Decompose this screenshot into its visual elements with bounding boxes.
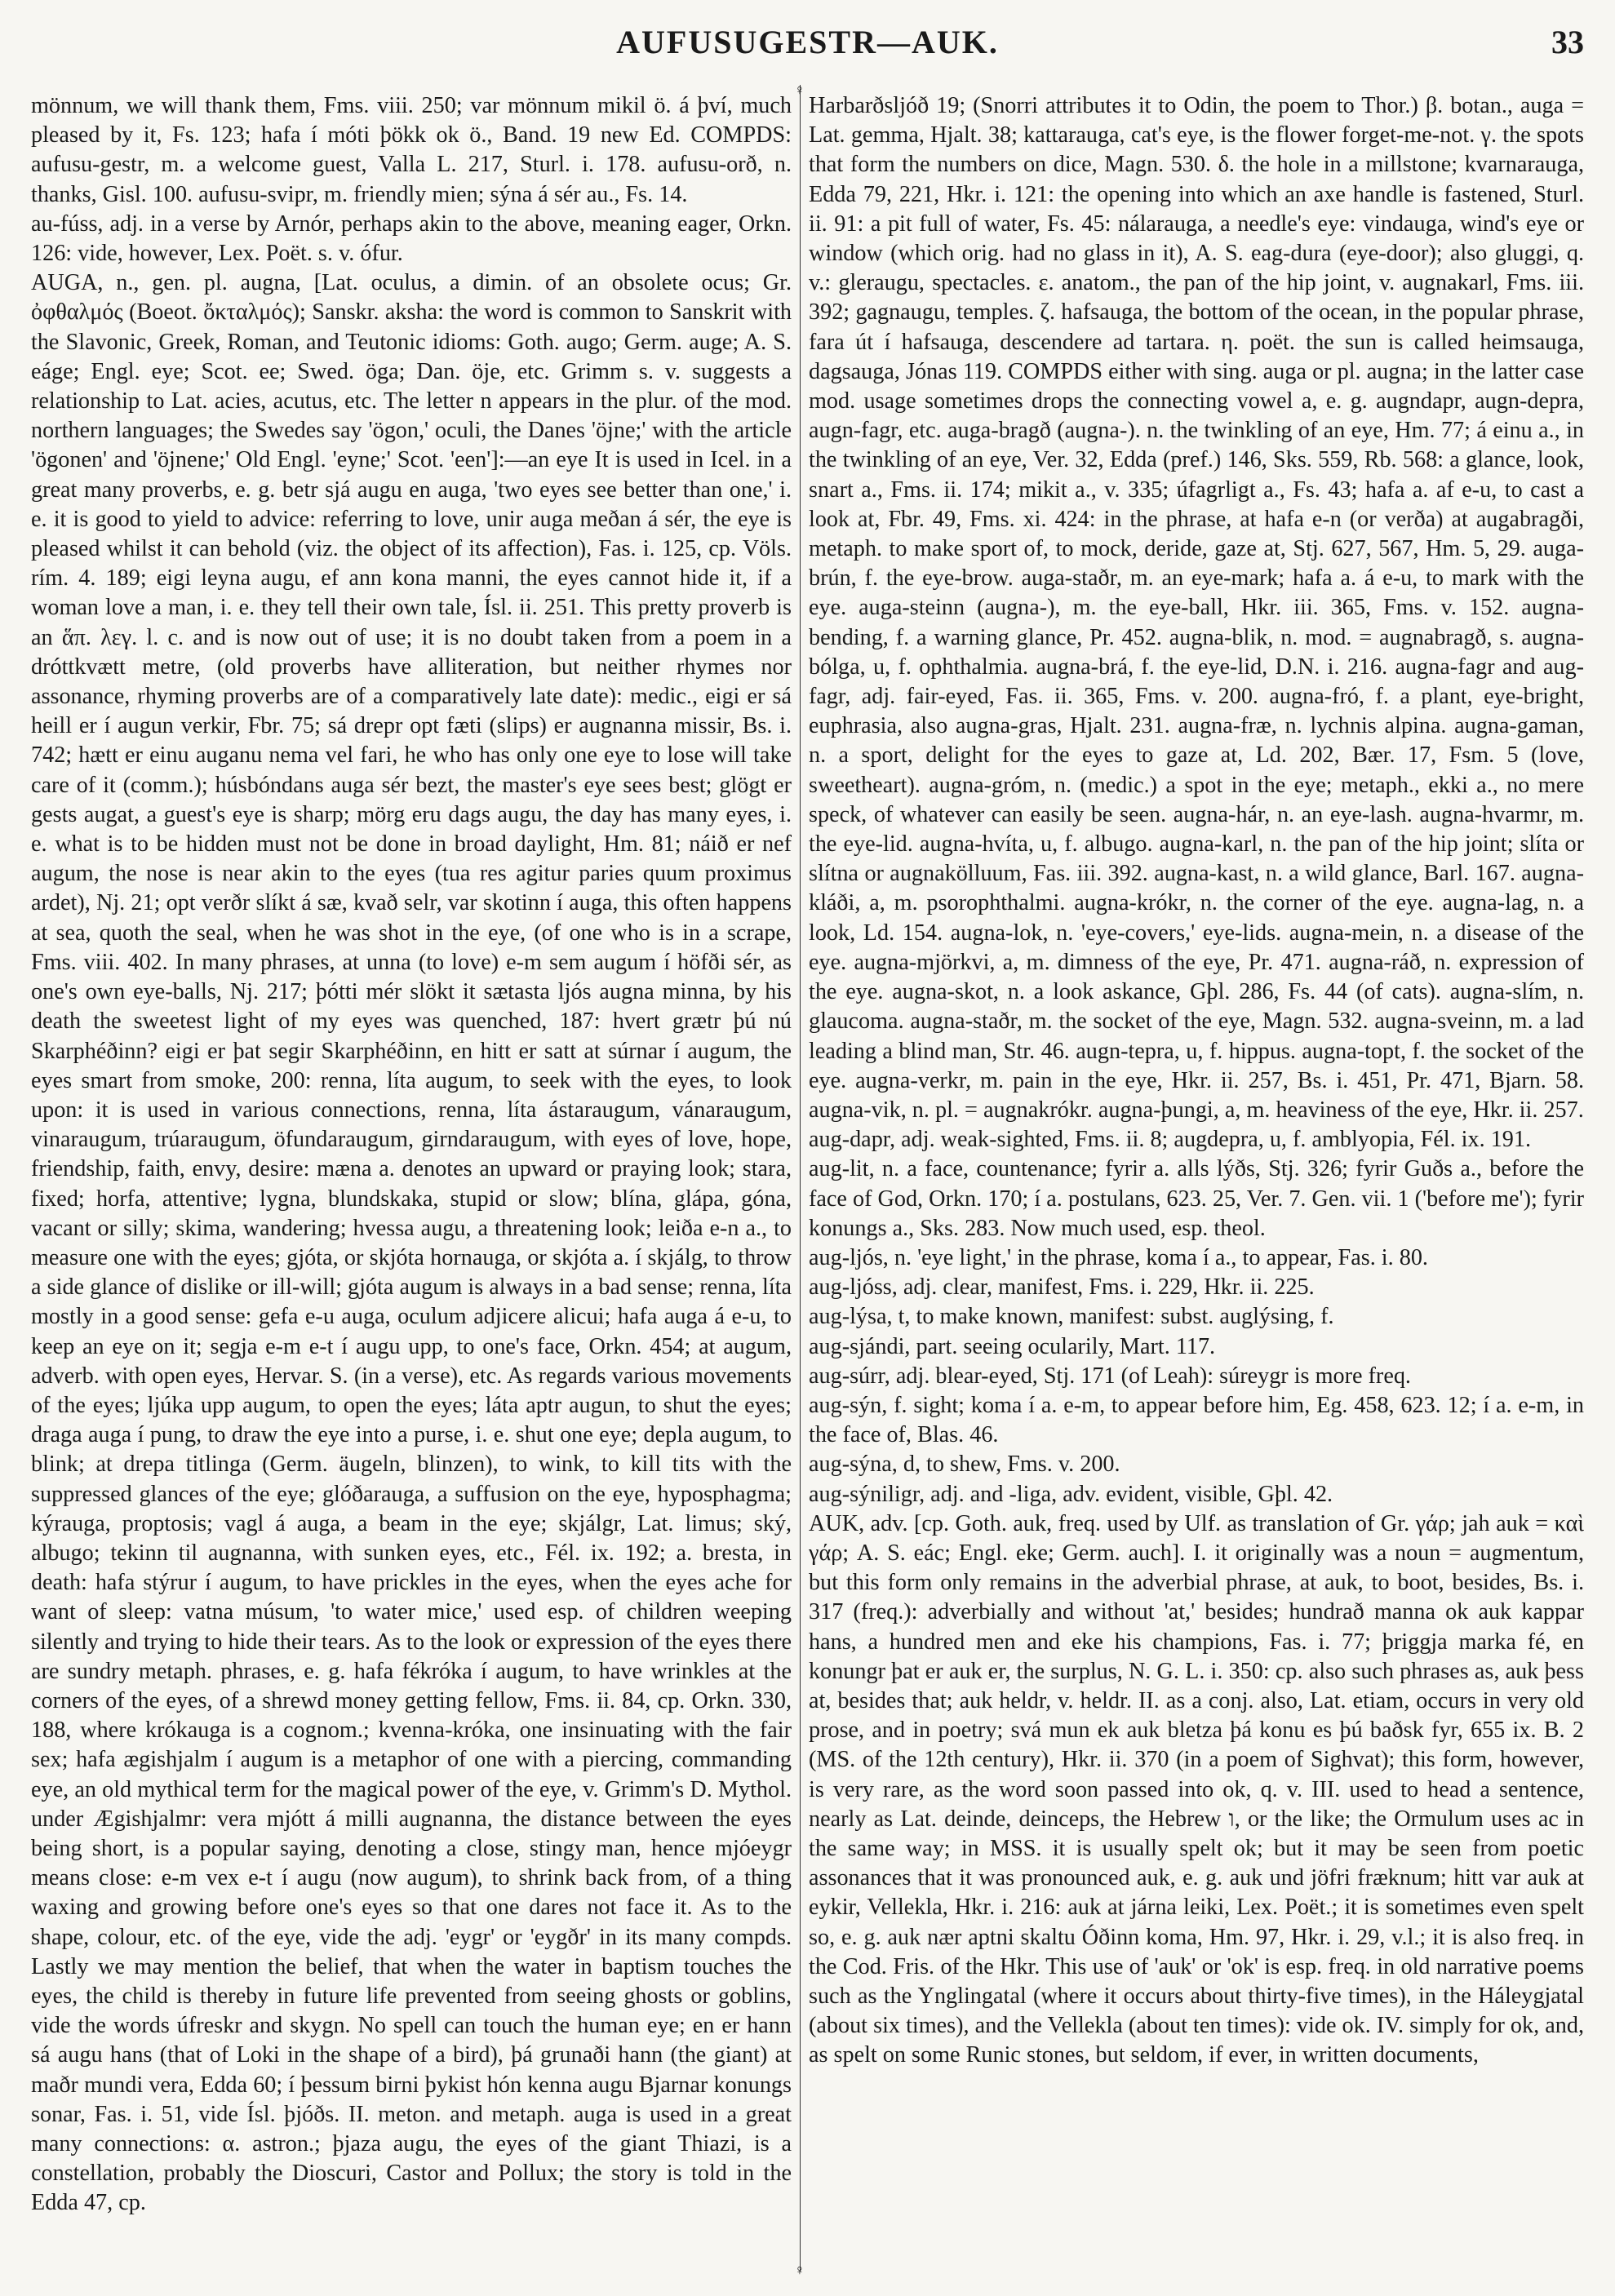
entry-auga-continued: Harbarðsljóð 19; (Snorri attributes it to Odin, the poem to Thor.) β. botan., auga = Lat. gemma, Hjalt. 38; kattarauga, cat's eye, is the flower forget-me-not. γ. the spots that form the numbers on dice, Magn. 530. δ. the hole in a millstone; kvarnarauga, Edda 79, 221, Hkr. i. 121: the opening into which an axe handle is fastened, Sturl. ii. 91: a pit full of water, Fs. 45: nálarauga, a needle's eye: vindauga, wind's eye or window (which orig. had no glass in it), A. S. eag-dura (eye-door); also gluggi, q. v.: gleraugu, spectacles. ε. anatom., the pan of the hip joint, v. augnakarl, Fms. iii. 392; gagnaugu, temples. ζ. hafsauga, the bottom of the ocean, in the popular phrase, fara út í hafsauga, descendere ad tartara. η. poët. the sun is called heimsauga, dagsauga, Jónas 119. COMPDS either with sing. auga or pl. augna; in the latter case mod. usage sometimes drops the connecting vowel a, e. g. augndapr, augn-depra, augn-fagr, etc. auga-bragð (augna-). n. the twinkling of an eye, Hm. 77; á einu a., in the twinkling of an eye, Ver. 32, Edda (pref.) 146, Sks. 559, Rb. 568: a glance, look, snart a., Fms. ii. 174; mikit a., v. 335; úfagrligt a., Fs. 43; hafa a. af e-u, to cast a look at, Fbr. 49, Fms. xi. 424: in the phrase, at hafa e-n (or verða) at augabragði, metaph. to make sport of, to mock, deride, gaze at, Stj. 627, 567, Hm. 5, 29. auga-brún, f. the eye-brow. auga-staðr, m. an eye-mark; hafa a. á e-u, to mark with the eye. auga-steinn (augna-), m. the eye-ball, Hkr. iii. 365, Fms. v. 152. augna-bending, f. a warning glance, Pr. 452. augna-blik, n. mod. = augnabragð, s. augna-bólga, u, f. ophthalmia. augna-brá, f. the eye-lid, D.N. i. 216. augna-fagr and aug-fagr, adj. fair-eyed, Fas. ii. 365, Fms. v. 200. augna-fró, f. a plant, eye-bright, euphrasia, also augna-gras, Hjalt. 231. augna-fræ, n. lychnis alpina. augna-gaman, n. a sport, delight for the eyes to gaze at, Ld. 202, Bær. 17, Fsm. 5 (love, sweetheart). augna-gróm, n. (medic.) a spot in the eye; metaph., ekki a., no mere speck, of whatever can easily be seen. augna-hár, n. an eye-lash. augna-hvarmr, m. the eye-lid. augna-hvíta, u, f. albugo. augna-karl, n. the pan of the hip joint; slíta or slítna or augnakölluum, Fas. iii. 392. augna-kast, n. a wild glance, Barl. 167. augna-kláði, a, m. psorophthalmi. augna-krókr, n. the corner of the eye. augna-lag, n. a look, Ld. 154. augna-lok, n. 'eye-covers,' eye-lids. augna-mein, n. a disease of the eye. augna-mjörkvi, a, m. dimness of the eye, Pr. 471. augna-ráð, n. expression of the eye. augna-skot, n. a look askance, Gþl. 286, Fs. 44 (of cats). augna-slím, n. glaucoma. augna-staðr, m. the socket of the eye, Magn. 532. augna-sveinn, m. a lad leading a blind man, Str. 46. augn-tepra, u, f. hippus. augna-topt, f. the socket of the eye. augna-verkr, m. pain in the eye, Hkr. ii. 257, Bs. i. 451, Pr. 471, Bjarn. 58. augna-vik, n. pl. = augnakrókr. augna-þungi, a, m. heaviness of the eye, Hkr. ii. 257. xyxy=(809,93,1584,1123)
entry-aug-lysa: aug-lýsa, t, to make known, manifest: subst. auglýsing, f. xyxy=(809,1304,1334,1330)
entry-aug-ljoss: aug-ljóss, adj. clear, manifest, Fms. i. 229, Hkr. ii. 225. xyxy=(809,1274,1315,1301)
page-header xyxy=(31,23,1584,72)
entry-aug-ljos: aug-ljós, n. 'eye light,' in the phrase, koma í a., to appear, Fas. i. 80. xyxy=(809,1244,1428,1270)
entry-aug-lit: aug-lit, n. a face, countenance; fyrir a. alls lýðs, Stj. 326; fyrir Guðs a., before the face of God, Orkn. 170; í a. postulans, 623. 25, Ver. 7. Gen. vii. 1 ('before me'); fyrir konungs a., Sks. 283. Now much used, esp. theol. xyxy=(809,1156,1584,1241)
divider-ornament-bottom: ♀ xyxy=(794,2262,805,2278)
entry-aug-syna: aug-sýna, d, to shew, Fms. v. 200. xyxy=(809,1452,1120,1478)
entry-aug-dapr: aug-dapr, adj. weak-sighted, Fms. ii. 8; augdepra, u, f. amblyopia, Fél. ix. 191. xyxy=(809,1127,1532,1153)
entry-auga: AUGA, n., gen. pl. augna, [Lat. oculus, a dimin. of an obsolete ocus; Gr. ὀφθαλμός (Boeot. ὄκταλμός); Sanskr. aksha: the word is common to Sanskrit with the Slavonic, Greek, Roman, and Teutonic idioms: Goth. augo; Germ. auge; A. S. eáge; Engl. eye; Scot. ee; Swed. öga; Dan. öje, etc. Grimm s. v. suggests a relationship to Lat. acies, acutus, etc. The letter n appears in the plur. of the mod. northern languages; the Swedes say 'ögon,' oculi, the Danes 'öjne;' with the article 'ögonen' and 'öjnene;' Old Engl. 'eyne;' Scot. 'een']:—an eye It is used in Icel. in a great many proverbs, e. g. betr sjá augu en auga, 'two eyes see better than one,' i. e. it is good to yield to advice: referring to love, unir auga meðan á sér, the eye is pleased whilst it can behold (viz. the object of its affection), Fas. i. 125, cp. Völs. rím. 4. 189; eigi leyna augu, ef ann kona manni, the eyes cannot hide it, if a woman love a man, i. e. they tell their own tale, Ísl. ii. 251. This pretty proverb is an ἅπ. λεγ. l. c. and is now out of use; it is no doubt taken from a poem in a dróttkvætt metre, (old proverbs have alliteration, but neither rhymes nor assonance, rhyming proverbs are of a comparatively late date): medic., eigi er sá heill er í augun verkir, Fbr. 75; sá drepr opt fæti (slips) er augnanna missir, Bs. i. 742; hætt er einu auganu nema vel fari, he who has only one eye to lose will take care of it (comm.); húsbóndans auga sér bezt, the master's eye sees best; glögt er gests augat, a guest's eye is sharp; mörg eru dags augu, the day has many eyes, i. e. what is to be hidden must not be done in broad daylight, Hm. 81; náið er nef augum, the nose is near akin to the eyes (tua res agitur paries quum proximus ardet), Nj. 21; opt verðr slíkt á sæ, kvað selr, var skotinn í auga, this often happens at sea, quoth the seal, when he was shot in the eye, (of one who is in a scrape, Fms. viii. 402. In many phrases, at unna (to love) e-m sem augum í höfði sér, as one's own eye-balls, Nj. 217; þótti mér slökt it sætasta ljós augna minna, by his death the sweetest light of my eyes was quenched, 187: hvert grætr þú nú Skarphéðinn? eigi er þat segir Skarphéðinn, en hitt er satt at súrnar í augum, the eyes smart from smoke, 200: renna, líta augum, to seek with the eyes, to look upon: it is used in various connections, renna, líta ástaraugum, vánaraugum, vinaraugum, trúaraugum, öfundaraugum, girndaraugum, with eyes of love, hope, friendship, faith, envy, desire: mæna a. denotes an upward or praying look; stara, fixed; horfa, attentive; lygna, blundskaka, stupid or slow; blína, glápa, góna, vacant or silly; skima, wandering; hvessa augu, a threatening look; leiða e-n a., to measure one with the eyes; gjóta, or skjóta hornauga, or skjóta a. í skjálg, to throw a side glance of dislike or ill-will; gjóta augum is always in a bad sense; renna, líta mostly in a good sense: gefa e-u auga, oculum adjicere alicui; hafa auga á e-u, to keep an eye on it; segja e-m e-t í augu upp, to one's face, Orkn. 454; at augum, adverb. with open eyes, Hervar. S. (in a verse), etc. As regards various movements of the eyes; ljúka upp augum, to open the eyes; láta aptr augun, to shut the eyes; draga auga í pung, to draw the eye into a purse, i. e. shut one eye; depla augum, to blink; at drepa titlinga (Germ. äugeln, blinzen), to wink, to kill tits with the suppressed glances of the eye; glóðarauga, a suffusion on the eye, hyposphagma; kýrauga, proptosis; vagl á auga, a beam in the eye; skjálgr, Lat. limus; ský, albugo; tekinn til augnanna, with sunken eyes, etc., Fél. ix. 192; a. bresta, in death: hafa stýrur í augum, to have prickles in the eyes, when the eyes ache for want of sleep: vatna músum, 'to water mice,' used esp. of children weeping silently and trying to hide their tears. As to the look or expression of the eyes there are sundry metaph. phrases, e. g. hafa fékróka í augum, to have wrinkles at the corners of the eyes, of a shrewd money getting fellow, Fms. ii. 84, cp. Orkn. 330, 188, where krókauga is a cognom.; kvenna-króka, one insinuating with the fair sex; hafa ægishjalm í augum is a metaphor of one with a piercing, commanding eye, an old mythical term for the magical power of the eye, v. Grimm's D. Mythol. under Ægishjalmr: vera mjótt á milli augnanna, the distance between the eyes being short, is a popular saying, denoting a close, stingy man, hence mjóeygr means close: e-m vex e-t í augu (now augum), to shrink back from, of a thing waxing and growing before one's eyes so that one dares not face it. As to the shape, colour, etc. of the eye, vide the adj. 'eygr' or 'eygðr' in its many compds. Lastly we may mention the belief, that when the water in baptism touches the eyes, the child is thereby in future life prevented from seeing ghosts or goblins, vide the words úfreskr and skygn. No spell can touch the human eye; en er hann sá augu hans (that of Loki in the shape of a bird), þá grunaði hann (the giant) at maðr mundi vera, Edda 60; í þessum birni þykist hón kenna augu Bjarnar konungs sonar, Fas. i. 51, vide Ísl. þjóðs. II. meton. and metaph. auga is used in a great many connections: α. astron.; þjaza augu, the eyes of the giant Thiazi, is a constellation, probably the Dioscuri, Castor and Pollux; the story is told in the Edda 47, cp. xyxy=(31,270,792,2216)
column-divider xyxy=(800,85,801,2272)
entry-au-fuss: au-fúss, adj. in a verse by Arnór, perhaps akin to the above, meaning eager, Orkn. 126: vide, however, Lex. Poët. s. v. ófur. xyxy=(31,211,792,267)
entry-aug-surr: aug-súrr, adj. blear-eyed, Stj. 171 (of Leah): súreygr is more freq. xyxy=(809,1363,1411,1389)
page-number: 33 xyxy=(1551,24,1584,60)
entry-aug-syn: aug-sýn, f. sight; koma í a. e-m, to appear before him, Eg. 458, 623. 12; í a. e-m, in the face of, Blas. 46. xyxy=(809,1392,1584,1448)
entry-aug-sjandi: aug-sjándi, part. seeing ocularily, Mart. 117. xyxy=(809,1333,1216,1359)
entry-auk: AUK, adv. [cp. Goth. auk, freq. used by Ulf. as translation of Gr. γάρ; jah auk = καὶ γάρ; A. S. eác; Engl. eke; Germ. auch]. I. it originally was a noun = augmentum, but this form only remains in the adverbial phrase, at auk, to boot, besides, Bs. i. 317 (freq.): adverbially and without 'at,' besides; hundrað manna ok auk kappar hans, a hundred men and eke his champions, Fas. i. 77; þriggja marka fé, en konungr þat er auk er, the surplus, N. G. L. i. 350: cp. also such phrases as, auk þess at, besides that; auk heldr, v. heldr. II. as a conj. also, Lat. etiam, occurs in very old prose, and in poetry; svá mun ek auk bletza þá konu es þú baðsk fyr, 655 ix. B. 2 (MS. of the 12th century), Hkr. ii. 370 (in a poem of Sighvat); this form, however, is very rare, as the word soon passed into ok, q. v. III. used to head a sentence, nearly as Lat. deinde, deinceps, the Hebrew ו, or the like; the Ormulum uses ac in the same way; in MSS. it is usually spelt ok; but it may be seen from poetic assonances that it was pronounced auk, e. g. auk und jöfri fræknum; hitt var auk at eykir, Vellekla, Hkr. i. 216: auk at járna leiki, Lex. Poët.; it is sometimes even spelt so, e. g. auk nær aptni skaltu Óðinn koma, Hm. 97, Hkr. i. 29, v.l.; it is also freq. in the Cod. Fris. of the Hkr. This use of 'auk' or 'ok' is esp. freq. in old narrative poems such as the Ynglingatal (where it occurs about thirty-five times), in the Háleygjatal (about six times), and the Vellekla (about ten times): vide ok. IV. simply for ok, and, as spelt on some Runic stones, but seldom, if ever, in written documents, xyxy=(809,1510,1584,2068)
divider-ornament-top: ♀ xyxy=(794,82,805,98)
running-title: AUFUSUGESTR—AUK. xyxy=(616,24,999,60)
left-column xyxy=(31,91,792,2267)
entry-aufusu: mönnum, we will thank them, Fms. viii. 250; var mönnum mikil ö. á því, much pleased by it, Fs. 123; hafa í móti þökk ok ö., Band. 19 new Ed. COMPDS: aufusu-gestr, m. a welcome guest, Valla L. 217, Sturl. i. 178. aufusu-orð, n. thanks, Gisl. 100. aufusu-svipr, m. friendly mien; sýna á sér au., Fs. 14. xyxy=(31,93,792,207)
entry-aug-syniligr: aug-sýniligr, adj. and -liga, adv. evident, visible, Gþl. 42. xyxy=(809,1481,1333,1507)
right-column xyxy=(809,91,1584,2267)
